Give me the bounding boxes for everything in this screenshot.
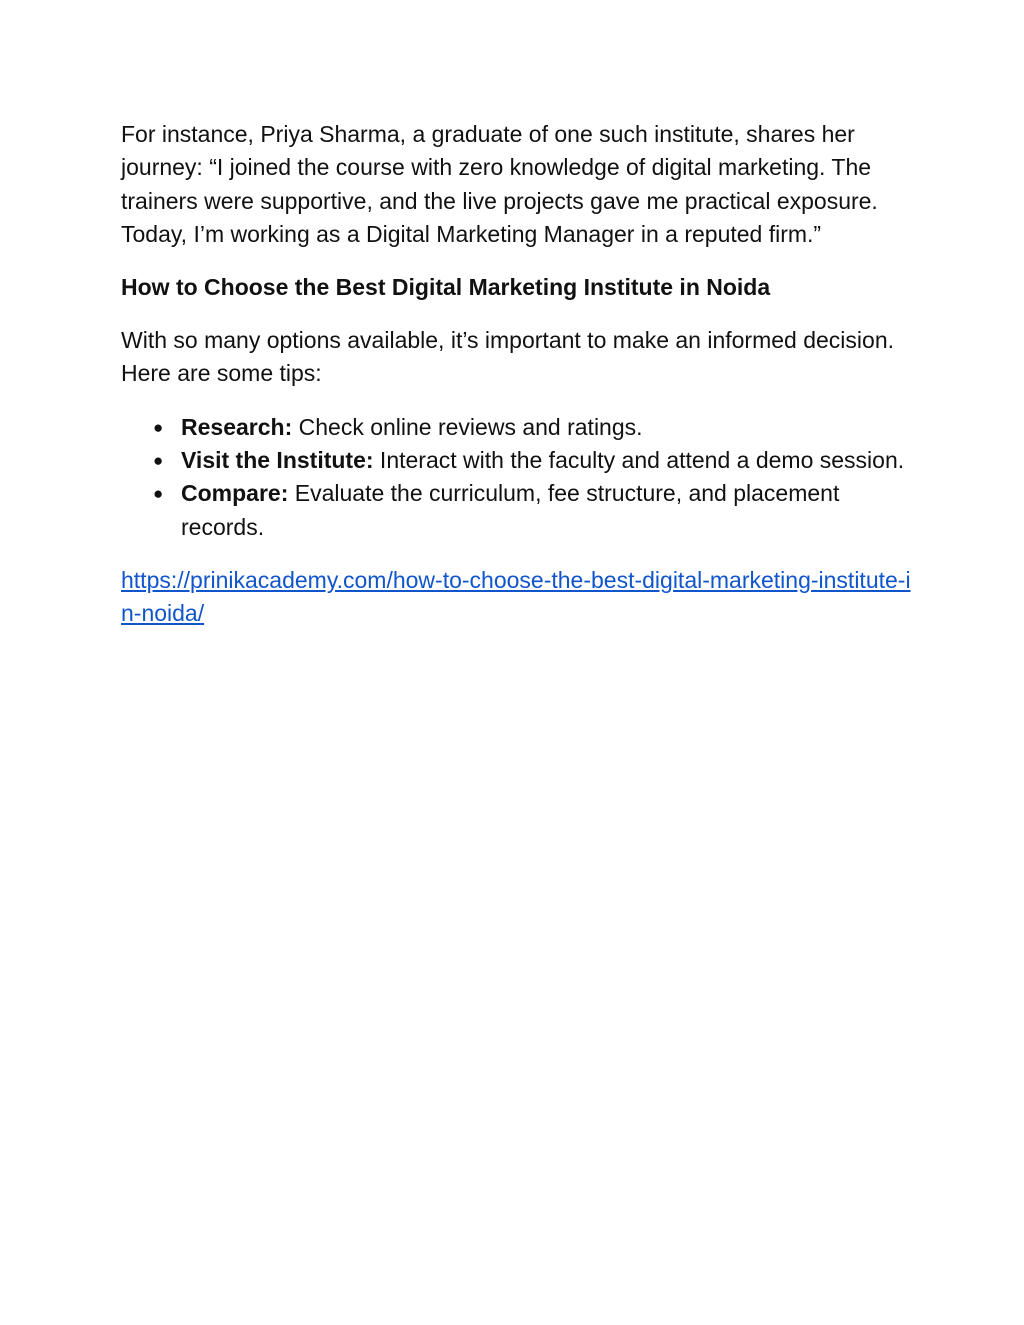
tip-label: Visit the Institute: [181,447,374,474]
tip-label: Compare: [181,480,289,507]
intro-paragraph: For instance, Priya Sharma, a graduate of one such institute, shares her journey: “I joined the course with zero knowledge of digital marketing. The trainers were supportive, and the live projects gave me practical exposure. Today, I’m working as a Digital Marketing Manager in a reputed firm.” [121,121,878,247]
article-link[interactable]: https://prinikacademy.com/how-to-choose-the-best-digital-marketing-institute-in-noida/ [121,566,911,627]
bullet-icon: ● [153,417,164,437]
bullet-icon: ● [153,484,164,504]
tip-text: Interact with the faculty and attend a demo session. [373,447,905,474]
tips-intro-paragraph: With so many options available, it’s important to make an informed decision. Here are some tips: [121,327,895,387]
list-item [121,444,911,477]
list-item [121,477,911,544]
section-heading: How to Choose the Best Digital Marketing Institute in Noida [121,274,771,301]
document-page [121,118,911,631]
list-item [121,411,911,444]
link-paragraph [121,564,911,631]
bullet-icon: ● [153,451,164,471]
tip-label: Research: [181,413,293,440]
tips-list [121,411,911,544]
tip-text: Evaluate the curriculum, fee structure, and placement records. [181,480,840,540]
tip-text: Check online reviews and ratings. [292,413,643,440]
